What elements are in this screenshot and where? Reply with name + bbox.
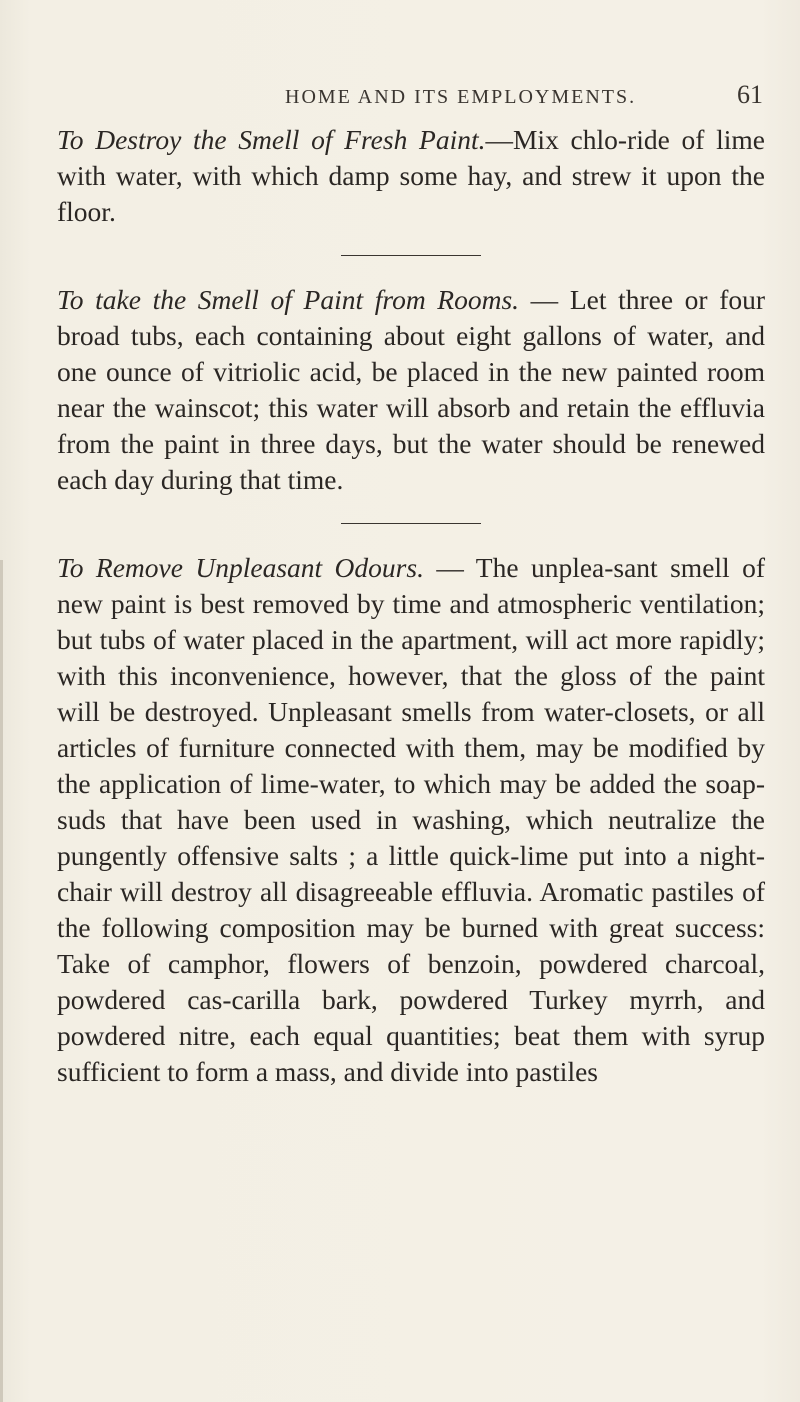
section-dash: — [485,124,513,155]
section-dash: — [519,284,570,315]
section-heading: To take the Smell of Paint from Rooms. [57,284,520,315]
section-divider [341,255,481,256]
page-number: 61 [737,80,763,109]
running-head-title: HOME AND ITS EMPLOYMENTS. [285,86,637,108]
section-heading: To Remove Unpleasant Odours. [57,552,424,583]
section-divider [341,523,481,524]
running-head [0,78,800,114]
section-body: The unplea-sant smell of new paint is best removed by time and atmospheric ventilation; but tubs of water placed in the apartment, will act more rapidly; with this inconvenience, however, that the gloss of the paint will be destroyed. Unpleasant smells from water-closets, or all articles of furniture connected with them, may be modified by the application of lime-water, to which may be added the soap-suds that have been used in washing, which neutralize the pungently offensive salts ; a little quick-lime put into a night-chair will destroy all disagreeable effluvia. Aromatic pastiles of the following composition may be burned with great success: Take of camphor, flowers of benzoin, powdered charcoal, powdered cas-carilla bark, powdered Turkey myrrh, and powdered nitre, each equal quantities; beat them with syrup sufficient to form a mass, and divide into pastiles [57,552,765,1087]
page-body [57,122,765,1090]
section-smell-paint-from-rooms [57,282,765,498]
section-body: Let three or four broad tubs, each containing about eight gallons of water, and one ounce of vitriolic acid, be placed in the new painted room near the wainscot; this water will absorb and retain the effluvia from the paint in three days, but the water should be renewed each day during that time. [57,284,766,495]
page-edge-shadow [0,560,3,1402]
section-destroy-smell-fresh-paint [57,122,765,230]
section-remove-unpleasant-odours [57,550,765,1090]
section-dash: — [423,552,476,583]
section-body: Mix chlo-ride of lime with water, with which damp some hay, and strew it upon the floor. [57,124,765,227]
section-heading: To Destroy the Smell of Fresh Paint. [57,124,486,155]
